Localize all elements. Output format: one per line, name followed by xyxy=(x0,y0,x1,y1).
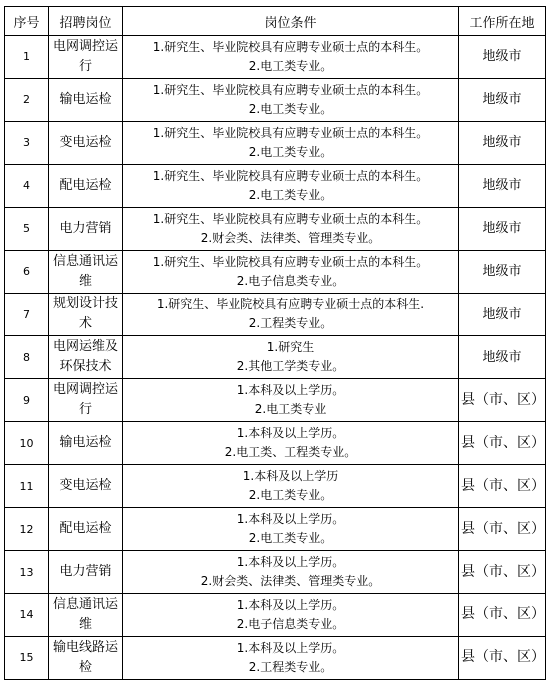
row-location: 地级市 xyxy=(459,293,546,336)
condition-line: 1.本科及以上学历。 xyxy=(236,512,345,527)
row-index: 11 xyxy=(5,465,49,508)
condition-line: 1.本科及以上学历。 xyxy=(236,640,345,655)
row-location: 地级市 xyxy=(459,250,546,293)
recruitment-table xyxy=(4,6,546,680)
row-conditions xyxy=(123,336,459,379)
row-position: 输电线路运检 xyxy=(49,636,123,679)
table-row xyxy=(5,593,546,636)
condition-line: 1.研究生 xyxy=(266,340,315,355)
table-row xyxy=(5,551,546,594)
row-position: 输电运检 xyxy=(49,422,123,465)
table-row xyxy=(5,78,546,121)
condition-line: 2.财会类、法律类、管理类专业。 xyxy=(200,574,381,589)
condition-line: 1.本科及以上学历。 xyxy=(236,555,345,570)
table-row xyxy=(5,164,546,207)
row-index: 3 xyxy=(5,121,49,164)
row-location: 县（市、区） xyxy=(459,508,546,551)
row-conditions xyxy=(123,36,459,79)
row-position: 电网运维及环保技术 xyxy=(49,336,123,379)
table-row xyxy=(5,250,546,293)
table-row xyxy=(5,379,546,422)
row-conditions xyxy=(123,78,459,121)
table-row xyxy=(5,293,546,336)
row-position: 输电运检 xyxy=(49,78,123,121)
row-position: 电力营销 xyxy=(49,551,123,594)
condition-line: 2.电工类专业。 xyxy=(248,488,333,503)
row-position: 配电运检 xyxy=(49,164,123,207)
condition-line: 2.电工类专业。 xyxy=(248,531,333,546)
row-location: 地级市 xyxy=(459,121,546,164)
condition-line: 1.本科及以上学历。 xyxy=(236,597,345,612)
row-conditions xyxy=(123,164,459,207)
condition-line: 2.电工类专业。 xyxy=(248,101,333,116)
row-conditions xyxy=(123,293,459,336)
row-location: 地级市 xyxy=(459,207,546,250)
condition-line: 1.本科及以上学历 xyxy=(242,469,339,484)
row-location: 地级市 xyxy=(459,336,546,379)
row-index: 7 xyxy=(5,293,49,336)
header-index: 序号 xyxy=(5,7,49,36)
row-location: 县（市、区） xyxy=(459,636,546,679)
header-row xyxy=(5,7,546,36)
row-conditions xyxy=(123,250,459,293)
row-position: 变电运检 xyxy=(49,121,123,164)
condition-line: 1.研究生、毕业院校具有应聘专业硕士点的本科生。 xyxy=(152,254,429,269)
table-row xyxy=(5,121,546,164)
row-index: 6 xyxy=(5,250,49,293)
condition-line: 1.研究生、毕业院校具有应聘专业硕士点的本科生。 xyxy=(152,211,429,226)
table-row xyxy=(5,636,546,679)
row-index: 14 xyxy=(5,593,49,636)
row-position: 信息通讯运维 xyxy=(49,593,123,636)
row-location: 地级市 xyxy=(459,164,546,207)
row-index: 12 xyxy=(5,508,49,551)
header-position: 招聘岗位 xyxy=(49,7,123,36)
condition-line: 1.研究生、毕业院校具有应聘专业硕士点的本科生。 xyxy=(152,125,429,140)
row-index: 9 xyxy=(5,379,49,422)
condition-line: 2.电子信息类专业。 xyxy=(236,616,345,631)
condition-line: 1.本科及以上学历。 xyxy=(236,426,345,441)
row-index: 4 xyxy=(5,164,49,207)
row-location: 县（市、区） xyxy=(459,593,546,636)
condition-line: 2.电工类专业。 xyxy=(248,144,333,159)
row-position: 电网调控运行 xyxy=(49,36,123,79)
row-location: 县（市、区） xyxy=(459,465,546,508)
table-row xyxy=(5,465,546,508)
row-index: 2 xyxy=(5,78,49,121)
row-index: 8 xyxy=(5,336,49,379)
table-row xyxy=(5,207,546,250)
row-index: 15 xyxy=(5,636,49,679)
row-position: 规划设计技术 xyxy=(49,293,123,336)
condition-line: 1.研究生、毕业院校具有应聘专业硕士点的本科生. xyxy=(156,297,425,312)
condition-line: 1.本科及以上学历。 xyxy=(236,383,345,398)
condition-line: 2.电子信息类专业。 xyxy=(236,273,345,288)
row-index: 1 xyxy=(5,36,49,79)
row-position: 电力营销 xyxy=(49,207,123,250)
condition-line: 1.研究生、毕业院校具有应聘专业硕士点的本科生。 xyxy=(152,82,429,97)
row-conditions xyxy=(123,636,459,679)
condition-line: 2.财会类、法律类、管理类专业。 xyxy=(200,230,381,245)
condition-line: 1.研究生、毕业院校具有应聘专业硕士点的本科生。 xyxy=(152,39,429,54)
row-location: 地级市 xyxy=(459,36,546,79)
row-conditions xyxy=(123,508,459,551)
row-conditions xyxy=(123,593,459,636)
condition-line: 2.电工类、工程类专业。 xyxy=(224,445,357,460)
table-row xyxy=(5,336,546,379)
row-conditions xyxy=(123,551,459,594)
table-row xyxy=(5,422,546,465)
condition-line: 2.工程类专业。 xyxy=(248,316,333,331)
row-position: 配电运检 xyxy=(49,508,123,551)
row-index: 10 xyxy=(5,422,49,465)
condition-line: 1.研究生、毕业院校具有应聘专业硕士点的本科生。 xyxy=(152,168,429,183)
row-conditions xyxy=(123,121,459,164)
table-row xyxy=(5,36,546,79)
table-row xyxy=(5,508,546,551)
condition-line: 2.工程类专业。 xyxy=(248,659,333,674)
row-location: 县（市、区） xyxy=(459,551,546,594)
row-conditions xyxy=(123,207,459,250)
row-conditions xyxy=(123,465,459,508)
condition-line: 2.电工类专业。 xyxy=(248,58,333,73)
header-location: 工作所在地 xyxy=(459,7,546,36)
row-conditions xyxy=(123,422,459,465)
condition-line: 2.电工类专业 xyxy=(254,402,327,417)
row-location: 地级市 xyxy=(459,78,546,121)
row-location: 县（市、区） xyxy=(459,379,546,422)
row-position: 信息通讯运维 xyxy=(49,250,123,293)
row-position: 变电运检 xyxy=(49,465,123,508)
header-conditions: 岗位条件 xyxy=(123,7,459,36)
row-location: 县（市、区） xyxy=(459,422,546,465)
condition-line: 2.电工类专业。 xyxy=(248,187,333,202)
row-position: 电网调控运行 xyxy=(49,379,123,422)
row-index: 13 xyxy=(5,551,49,594)
row-index: 5 xyxy=(5,207,49,250)
row-conditions xyxy=(123,379,459,422)
condition-line: 2.其他工学类专业。 xyxy=(236,359,345,374)
